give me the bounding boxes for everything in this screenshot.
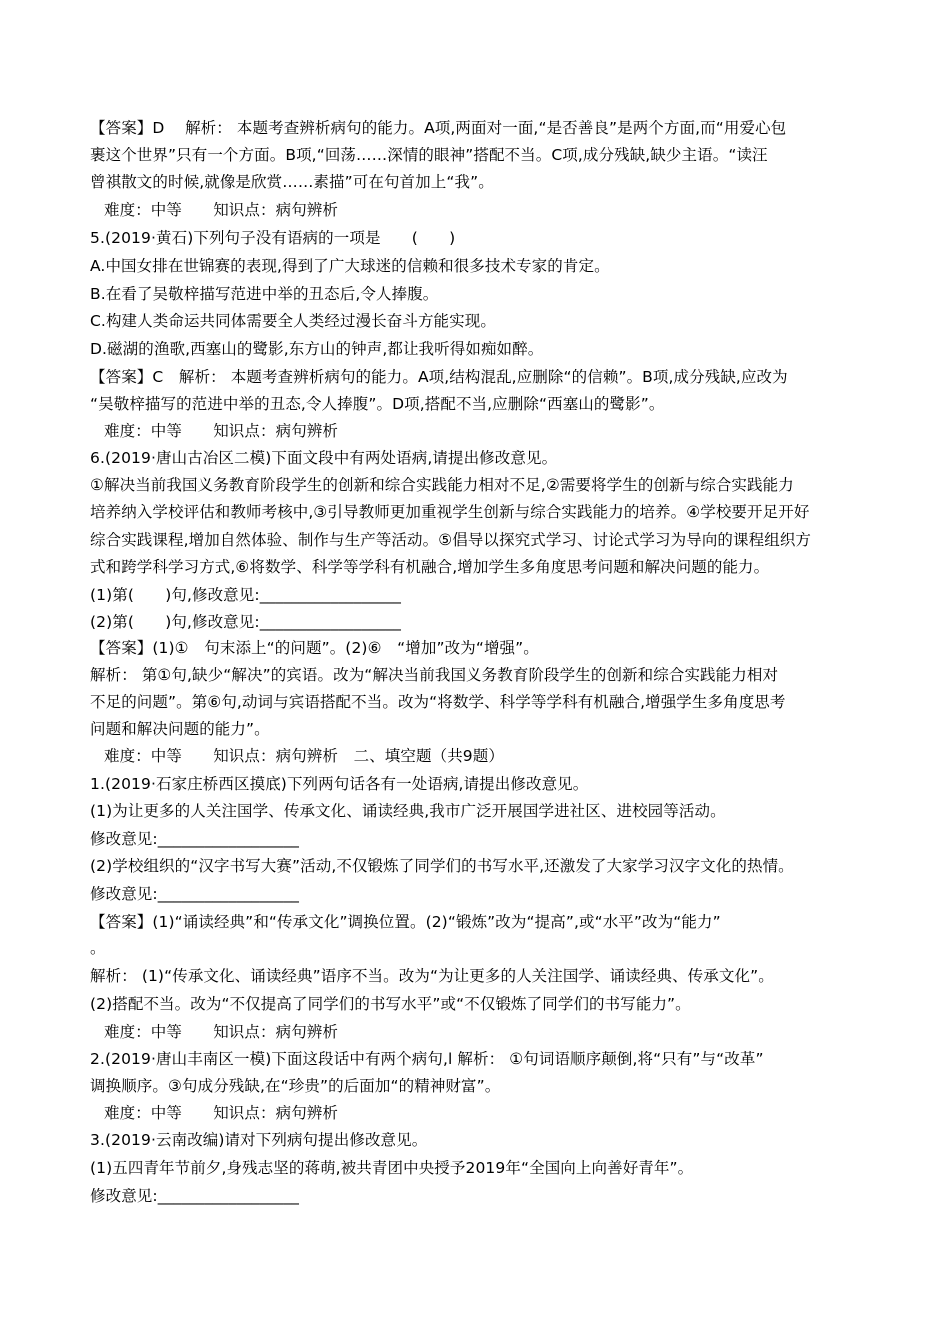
difficulty-line-6: 难度：中等 知识点：病句辨析 二、填空题（共9题） (104, 747, 504, 765)
fill-question-1-blank-1: 修改意见:__________________ (90, 830, 300, 848)
answer-line-6: 【答案】(1)① 句末添上“的问题”。(2)⑥ “增加”改为“增强”。 (90, 639, 539, 657)
question-5-option-d: D.磁湖的渔歌,西塞山的鹭影,东方山的钟声,都让我听得如痴如醉。 (90, 340, 544, 358)
analysis-line-6-3: 问题和解决问题的能力”。 (90, 720, 270, 738)
fill-question-2-stem: 2.(2019·唐山丰南区一模)下面这段话中有两个病句,l 解析： ①句词语顺序颠倒,将“只有”与“改革” (90, 1050, 764, 1068)
difficulty-line-5: 难度：中等 知识点：病句辨析 (104, 422, 339, 440)
answer-line-4: 【答案】D 解析： 本题考查辨析病句的能力。A项,两面对一面,“是否善良”是两个方面,而“用爱心包 (90, 119, 787, 137)
question-6-blank-2: (2)第( )句,修改意见:__________________ (90, 613, 401, 631)
question-6-stem: 6.(2019·唐山古冶区二模)下面文段中有两处语病,请提出修改意见。 (90, 449, 558, 467)
fill-difficulty-2: 难度：中等 知识点：病句辨析 (104, 1104, 339, 1122)
answer-line-5-cont: “吴敬梓描写的范进中举的丑态,令人捧腹”。D项,搭配不当,应删除“西塞山的鹭影”。 (90, 395, 665, 413)
question-5-option-a: A.中国女排在世锦赛的表现,得到了广大球迷的信赖和很多技术专家的肯定。 (90, 257, 610, 275)
difficulty-line-4: 难度：中等 知识点：病句辨析 (104, 201, 339, 219)
fill-answer-1: 【答案】(1)“诵读经典”和“传承文化”调换位置。(2)“锻炼”改为“提高”,或“水平”改为“能力” (90, 913, 721, 931)
question-6-blank-1: (1)第( )句,修改意见:__________________ (90, 586, 401, 604)
fill-difficulty-1: 难度：中等 知识点：病句辨析 (104, 1023, 339, 1041)
analysis-line-6-2: 不足的问题”。第⑥句,动词与宾语搭配不当。改为“将数学、科学等学科有机融合,增强学生多角度思考 (90, 693, 786, 711)
fill-analysis-1-2: (2)搭配不当。改为“不仅提高了同学们的书写水平”或“不仅锻炼了同学们的书写能力”。 (90, 995, 691, 1013)
fill-analysis-1-1: 解析： (1)“传承文化、诵读经典”语序不当。改为“为让更多的人关注国学、诵读经典、传承文化”。 (90, 967, 774, 985)
fill-question-1-sentence-2: (2)学校组织的“汉字书写大赛”活动,不仅锻炼了同学们的书写水平,还激发了大家学习汉字文化的热情。 (90, 857, 794, 875)
question-5-option-c: C.构建人类命运共同体需要全人类经过漫长奋斗方能实现。 (90, 312, 496, 330)
analysis-line-6-1: 解析： 第①句,缺少“解决”的宾语。改为“解决当前我国义务教育阶段学生的创新和综合实践能力相对 (90, 666, 779, 684)
question-6-passage-3: 综合实践课程,增加自然体验、制作与生产等活动。⑤倡导以探究式学习、讨论式学习为导向的课程组织方 (90, 531, 812, 549)
fill-question-3-sentence-1: (1)五四青年节前夕,身残志坚的蒋萌,被共青团中央授予2019年“全国向上向善好青年”。 (90, 1159, 694, 1177)
fill-question-1-stem: 1.(2019·石家庄桥西区摸底)下列两句话各有一处语病,请提出修改意见。 (90, 775, 589, 793)
fill-question-3-blank-1: 修改意见:__________________ (90, 1187, 300, 1205)
question-5-option-b: B.在看了吴敬梓描写范进中举的丑态后,令人捧腹。 (90, 285, 439, 303)
fill-answer-1-cont: 。 (90, 939, 106, 957)
answer-line-4-cont-2: 曾祺散文的时候,就像是欣赏……素描”可在句首加上“我”。 (90, 173, 494, 191)
fill-question-2-cont: 调换顺序。③句成分残缺,在“珍贵”的后面加“的精神财富”。 (90, 1077, 501, 1095)
question-6-passage-2: 培养纳入学校评估和教师考核中,③引导教师更加重视学生创新与综合实践能力的培养。④学校要开足开好 (90, 503, 810, 521)
question-6-passage-1: ①解决当前我国义务教育阶段学生的创新和综合实践能力相对不足,②需要将学生的创新与综合实践能力 (90, 476, 794, 494)
question-6-passage-4: 式和跨学科学习方式,⑥将数学、科学等学科有机融合,增加学生多角度思考问题和解决问题的能力。 (90, 558, 770, 576)
answer-line-5: 【答案】C 解析： 本题考查辨析病句的能力。A项,结构混乱,应删除“的信赖”。B项,成分残缺,应改为 (90, 368, 788, 386)
fill-question-3-stem: 3.(2019·云南改编)请对下列病句提出修改意见。 (90, 1131, 428, 1149)
answer-line-4-cont-1: 裹这个世界”只有一个方面。B项,“回荡……深情的眼神”搭配不当。C项,成分残缺,缺少主语。“读汪 (90, 146, 768, 164)
question-5-stem: 5.(2019·黄石)下列句子没有语病的一项是 ( ) (90, 229, 456, 247)
fill-question-1-sentence-1: (1)为让更多的人关注国学、传承文化、诵读经典,我市广泛开展国学进社区、进校园等活动。 (90, 802, 726, 820)
fill-question-1-blank-2: 修改意见:__________________ (90, 885, 300, 903)
